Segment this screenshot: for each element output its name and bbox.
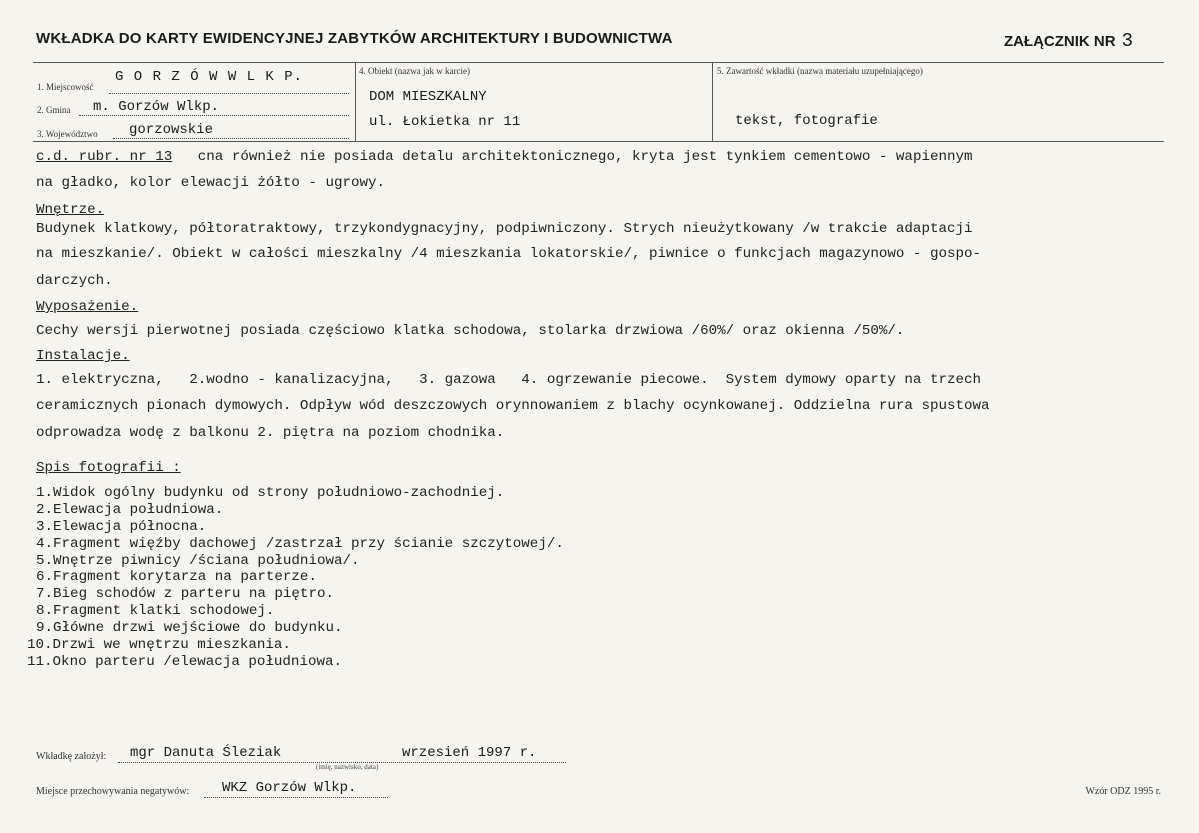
photo-list-item: 1.Widok ogólny budynku od strony południowo-zachodniej.	[36, 485, 505, 501]
photo-list-item: 6.Fragment korytarza na parterze.	[36, 569, 317, 585]
obiekt-label: 4. Obiekt (nazwa jak w karcie)	[359, 66, 470, 76]
photo-list-item: 10.Drzwi we wnętrzu mieszkania.	[27, 637, 291, 653]
wojewodztwo-line	[113, 138, 349, 139]
document-title: WKŁADKA DO KARTY EWIDENCYJNEJ ZABYTKÓW ARCHITEKTURY I BUDOWNICTWA	[36, 30, 673, 47]
photo-list-item: 4.Fragment więźby dachowej /zastrzał przy ścianie szczytowej/.	[36, 536, 564, 552]
gmina-label: 2. Gmina	[37, 105, 71, 115]
miejscowosc-line	[109, 93, 349, 94]
negatywy-value: WKZ Gorzów Wlkp.	[222, 780, 357, 796]
zawartosc-value: tekst, fotografie	[735, 113, 878, 129]
zawartosc-label: 5. Zawartość wkładki (nazwa materiału uzupełniającego)	[717, 66, 923, 76]
miejscowosc-value: G O R Z Ó W W L K P.	[115, 69, 304, 85]
gmina-line	[79, 115, 349, 116]
date-value: wrzesień 1997 r.	[402, 745, 537, 761]
body-line-4: na mieszkanie/. Obiekt w całości mieszkalny /4 mieszkania lokatorskie/, piwnice o funkcjach magazynowo - gospo-	[36, 246, 982, 262]
annex-number	[1004, 30, 1133, 52]
gmina-value: m. Gorzów Wlkp.	[93, 99, 220, 115]
heading-spis-fotografii: Spis fotografii :	[36, 460, 181, 476]
zalozyl-label: Wkładkę założył:	[36, 751, 107, 762]
column-divider	[712, 63, 713, 141]
body-line-5: darczych.	[36, 273, 113, 289]
zalozyl-hint: (imię, nazwisko, data)	[316, 763, 379, 771]
body-line-1-text: cna również nie posiada detalu architektonicznego, kryta jest tynkiem cementowo - wapiennym	[172, 149, 973, 165]
annex-number-value: 3	[1121, 30, 1133, 52]
obiekt-address: ul. Łokietka nr 11	[369, 114, 521, 130]
negatywy-label: Miejsce przechowywania negatywów:	[36, 786, 190, 797]
miejscowosc-label: 1. Miejscowość	[37, 82, 94, 92]
obiekt-name: DOM MIESZKALNY	[369, 89, 487, 105]
photo-list-item: 2.Elewacja południowa.	[36, 502, 224, 518]
identification-fields	[33, 62, 1164, 142]
photo-list-item: 3.Elewacja północna.	[36, 519, 207, 535]
heading-wnetrze: Wnętrze.	[36, 202, 105, 218]
negatywy-line	[204, 797, 388, 798]
wojewodztwo-value: gorzowskie	[129, 122, 214, 138]
annex-label: ZAŁĄCZNIK NR	[1003, 33, 1116, 50]
body-line-9: odprowadza wodę z balkonu 2. piętra na poziom chodnika.	[36, 425, 505, 441]
photo-list-item: 9.Główne drzwi wejściowe do budynku.	[36, 620, 343, 636]
photo-list-item: 11.Okno parteru /elewacja południowa.	[27, 654, 343, 670]
photo-list-item: 5.Wnętrze piwnicy /ściana południowa/.	[36, 553, 360, 569]
section-reference: c.d. rubr. nr 13	[36, 149, 173, 165]
photo-list-item: 7.Bieg schodów z parteru na piętro.	[36, 586, 334, 602]
body-line-7: 1. elektryczna, 2.wodno - kanalizacyjna, 3. gazowa 4. ogrzewanie piecowe. System dymowy oparty na trzech	[36, 372, 982, 388]
body-line-3: Budynek klatkowy, półtoratraktowy, trzykondygnacyjny, podpiwniczony. Strych nieużytkowany /w trakcie adaptacji	[36, 221, 973, 237]
body-line-2: na gładko, kolor elewacji żółto - ugrowy.	[36, 175, 386, 191]
body-line-6: Cechy wersji pierwotnej posiada częściowo klatka schodowa, stolarka drzwiowa /60%/ oraz okienna /50%/.	[36, 323, 905, 339]
column-divider	[355, 63, 356, 141]
zalozyl-value: mgr Danuta Śleziak	[130, 745, 282, 761]
wojewodztwo-label: 3. Województwo	[37, 129, 98, 139]
form-reference: Wzór ODZ 1995 r.	[1085, 786, 1161, 797]
photo-list-item: 8.Fragment klatki schodowej.	[36, 603, 275, 619]
body-line-1	[36, 150, 973, 164]
heading-instalacje: Instalacje.	[36, 348, 130, 364]
body-line-8: ceramicznych pionach dymowych. Odpływ wód deszczowych orynnowaniem z blachy ocynkowanej. Oddzielna rura spustowa	[36, 398, 990, 414]
heading-wyposazenie: Wyposażenie.	[36, 299, 139, 315]
